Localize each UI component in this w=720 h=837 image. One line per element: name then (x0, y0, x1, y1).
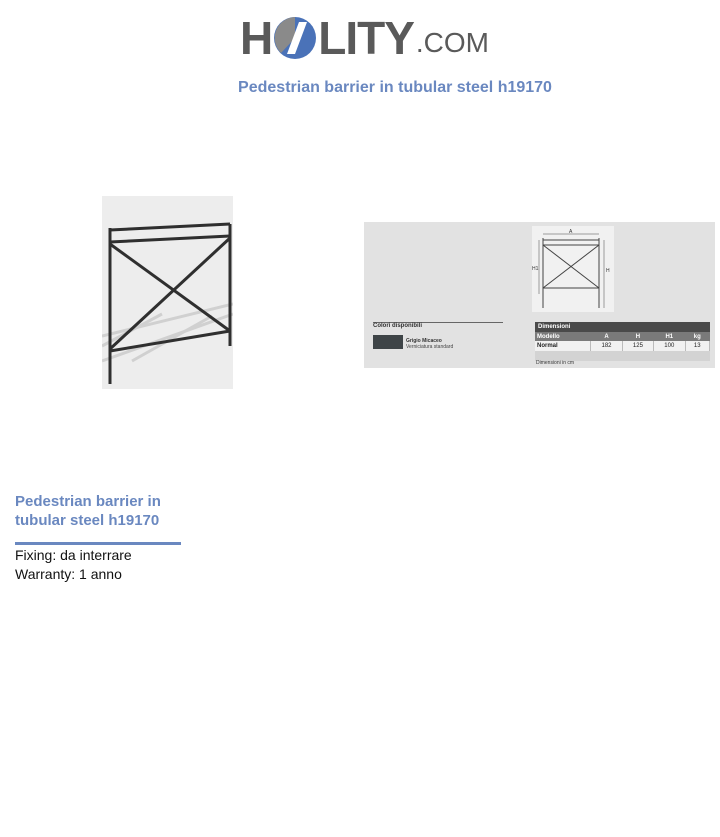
diagram-label-h: H (606, 268, 610, 274)
logo-wordmark (240, 8, 414, 68)
dimensions-title: Dimensioni (535, 322, 710, 332)
column-header: kg (685, 332, 709, 341)
logo-letters-lity: LITY (318, 12, 414, 64)
column-header: Modello (535, 332, 591, 341)
column-header: A (591, 332, 622, 341)
logo-suffix: .COM (415, 27, 490, 58)
diagram-label-h1: H1 (532, 266, 539, 272)
logo-letter-h: H (240, 12, 273, 64)
heading-underline (15, 542, 181, 545)
logo-o-icon (273, 16, 317, 60)
warranty-spec: Warranty: 1 anno (15, 566, 122, 582)
product-name-heading: Pedestrian barrier in tubular steel h19170 (15, 493, 161, 529)
product-photo (102, 196, 233, 389)
dimensions-header-row (535, 322, 710, 332)
column-header-row (535, 332, 710, 341)
table-cell: 100 (654, 341, 685, 351)
diagram-label-a: A (569, 229, 573, 235)
dimension-diagram (532, 226, 614, 312)
column-header: H1 (654, 332, 685, 341)
table-cell: 182 (591, 341, 622, 351)
dimensions-table (535, 322, 710, 361)
barrier-photo-graphic (102, 196, 233, 389)
color-swatch (373, 335, 403, 349)
colors-title: Colori disponibili (373, 323, 422, 329)
spec-sheet (364, 222, 715, 368)
barrier-dimension-drawing (532, 226, 614, 312)
table-cell: 13 (685, 341, 709, 351)
table-row (535, 341, 710, 351)
dimensions-note: Dimensioni in cm (536, 360, 575, 366)
fixing-spec: Fixing: da interrare (15, 547, 132, 563)
swatch-subtitle: Verniciatura standard (406, 344, 454, 350)
table-cell: Normal (535, 341, 591, 351)
page-title: Pedestrian barrier in tubular steel h19170 (238, 79, 552, 96)
product-specs (15, 546, 132, 584)
swatch-name: Grigio Micaceo (406, 338, 442, 344)
holity-logo[interactable] (240, 8, 490, 68)
column-header: H (622, 332, 653, 341)
table-cell: 125 (622, 341, 653, 351)
